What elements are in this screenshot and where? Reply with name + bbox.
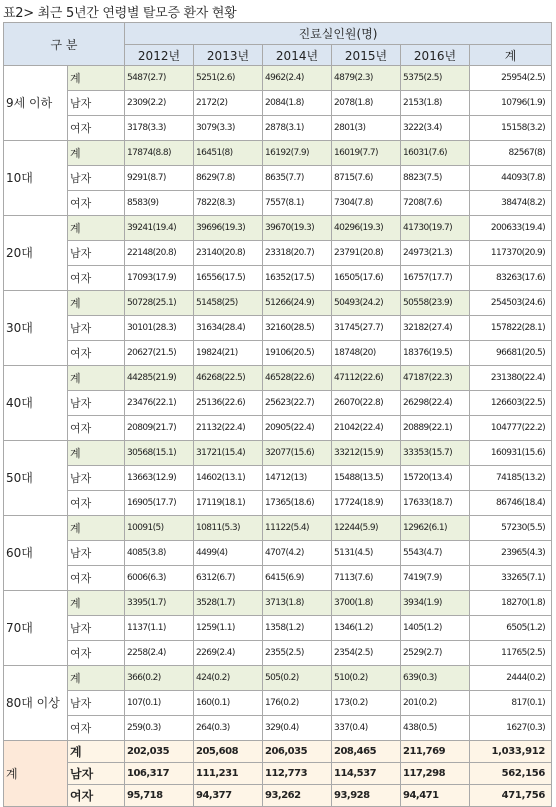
total-cell: 57230(5.5) [470,516,552,541]
age-group-label: 30대 [4,291,68,366]
data-cell: 3528(1.7) [194,591,263,616]
data-cell: 51266(24.9) [263,291,332,316]
age-group-label: 9세 이하 [4,66,68,141]
data-cell: 2258(2.4) [125,641,194,666]
total-cell: 96681(20.5) [470,341,552,366]
data-cell: 117,298 [401,763,470,785]
row-label: 계 [68,366,125,391]
row-label: 남자 [68,241,125,266]
table-row [4,66,552,91]
total-cell: 6505(1.2) [470,616,552,641]
data-cell: 1137(1.1) [125,616,194,641]
data-cell: 7557(8.1) [263,191,332,216]
data-cell: 19824(21) [194,341,263,366]
total-cell: 25954(2.5) [470,66,552,91]
data-cell: 16905(17.7) [125,491,194,516]
data-cell: 114,537 [332,763,401,785]
data-cell: 32182(27.4) [401,316,470,341]
data-cell: 14712(13) [263,466,332,491]
data-cell: 9291(8.7) [125,166,194,191]
data-cell: 50493(24.2) [332,291,401,316]
table-row [4,316,552,341]
data-cell: 3079(3.3) [194,116,263,141]
data-cell: 15488(13.5) [332,466,401,491]
data-cell: 4085(3.8) [125,541,194,566]
data-cell: 16031(7.6) [401,141,470,166]
row-label: 남자 [68,316,125,341]
table-body [4,66,552,807]
table-row [4,566,552,591]
data-cell: 25623(22.7) [263,391,332,416]
row-label: 계 [68,441,125,466]
data-cell: 30101(28.3) [125,316,194,341]
data-cell: 1346(1.2) [332,616,401,641]
data-cell: 18748(20) [332,341,401,366]
total-cell: 160931(15.6) [470,441,552,466]
data-cell: 17119(18.1) [194,491,263,516]
data-cell: 30568(15.1) [125,441,194,466]
table-row [4,691,552,716]
row-label: 남자 [68,466,125,491]
data-cell: 5375(2.5) [401,66,470,91]
total-cell: 2444(0.2) [470,666,552,691]
data-cell: 337(0.4) [332,716,401,741]
data-cell: 31745(27.7) [332,316,401,341]
header-year: 2014년 [263,45,332,66]
total-cell: 33265(7.1) [470,566,552,591]
data-cell: 202,035 [125,741,194,763]
data-cell: 4707(4.2) [263,541,332,566]
row-label: 여자 [68,566,125,591]
data-cell: 510(0.2) [332,666,401,691]
data-cell: 5251(2.6) [194,66,263,91]
row-label: 계 [68,666,125,691]
table-row [4,616,552,641]
table-row [4,241,552,266]
row-label: 남자 [68,391,125,416]
data-cell: 7822(8.3) [194,191,263,216]
row-label: 계 [68,291,125,316]
data-cell: 505(0.2) [263,666,332,691]
table-row [4,441,552,466]
data-cell: 47187(22.3) [401,366,470,391]
data-cell: 3395(1.7) [125,591,194,616]
row-label: 여자 [68,785,125,807]
row-label: 남자 [68,691,125,716]
data-cell: 3700(1.8) [332,591,401,616]
data-cell: 44285(21.9) [125,366,194,391]
data-cell: 46268(22.5) [194,366,263,391]
data-cell: 24973(21.3) [401,241,470,266]
age-group-label: 20대 [4,216,68,291]
data-cell: 16451(8) [194,141,263,166]
data-cell: 3222(3.4) [401,116,470,141]
data-cell: 31721(15.4) [194,441,263,466]
row-label: 남자 [68,541,125,566]
summary-row [4,741,552,763]
data-cell: 50728(25.1) [125,291,194,316]
data-cell: 8715(7.6) [332,166,401,191]
total-cell: 83263(17.6) [470,266,552,291]
total-cell: 86746(18.4) [470,491,552,516]
table-row [4,191,552,216]
data-cell: 4499(4) [194,541,263,566]
data-cell: 7304(7.8) [332,191,401,216]
data-cell: 2078(1.8) [332,91,401,116]
data-cell: 94,471 [401,785,470,807]
row-label: 남자 [68,166,125,191]
row-label: 계 [68,741,125,763]
total-cell: 817(0.1) [470,691,552,716]
data-cell: 23318(20.7) [263,241,332,266]
table-title: 표2> 최근 5년간 연령별 탈모증 환자 현황 [3,6,237,21]
data-cell: 17633(18.7) [401,491,470,516]
total-cell: 126603(22.5) [470,391,552,416]
table-row [4,466,552,491]
data-cell: 17724(18.9) [332,491,401,516]
data-cell: 4879(2.3) [332,66,401,91]
data-cell: 6415(6.9) [263,566,332,591]
data-cell: 17365(18.6) [263,491,332,516]
data-cell: 2172(2) [194,91,263,116]
row-label: 남자 [68,616,125,641]
row-label: 여자 [68,341,125,366]
table-row [4,91,552,116]
data-cell: 23791(20.8) [332,241,401,266]
data-cell: 3934(1.9) [401,591,470,616]
data-cell: 16192(7.9) [263,141,332,166]
data-cell: 39670(19.3) [263,216,332,241]
data-cell: 21132(22.4) [194,416,263,441]
summary-row [4,785,552,807]
data-cell: 39696(19.3) [194,216,263,241]
data-cell: 205,608 [194,741,263,763]
table-row [4,341,552,366]
data-cell: 15720(13.4) [401,466,470,491]
total-cell: 44093(7.8) [470,166,552,191]
table-row [4,116,552,141]
data-cell: 1259(1.1) [194,616,263,641]
data-cell: 6006(6.3) [125,566,194,591]
data-cell: 93,262 [263,785,332,807]
data-cell: 176(0.2) [263,691,332,716]
data-cell: 201(0.2) [401,691,470,716]
total-cell: 471,756 [470,785,552,807]
summary-row [4,763,552,785]
data-cell: 16757(17.7) [401,266,470,291]
total-cell: 562,156 [470,763,552,785]
data-cell: 2084(1.8) [263,91,332,116]
row-label: 계 [68,591,125,616]
data-cell: 25136(22.6) [194,391,263,416]
data-cell: 47112(22.6) [332,366,401,391]
total-cell: 15158(3.2) [470,116,552,141]
table-row [4,216,552,241]
data-cell: 32160(28.5) [263,316,332,341]
row-label: 남자 [68,763,125,785]
table-row [4,291,552,316]
data-cell: 17093(17.9) [125,266,194,291]
data-cell: 2878(3.1) [263,116,332,141]
data-cell: 208,465 [332,741,401,763]
header-group-label: 구 분 [4,23,125,66]
total-cell: 1,033,912 [470,741,552,763]
data-cell: 111,231 [194,763,263,785]
data-cell: 50558(23.9) [401,291,470,316]
data-cell: 2269(2.4) [194,641,263,666]
data-cell: 11122(5.4) [263,516,332,541]
total-cell: 254503(24.6) [470,291,552,316]
data-cell: 5131(4.5) [332,541,401,566]
data-cell: 21042(22.4) [332,416,401,441]
table-row [4,591,552,616]
row-label: 여자 [68,116,125,141]
hair-loss-table [3,22,552,807]
data-cell: 39241(19.4) [125,216,194,241]
table-row [4,516,552,541]
data-cell: 93,928 [332,785,401,807]
data-cell: 31634(28.4) [194,316,263,341]
data-cell: 2309(2.2) [125,91,194,116]
data-cell: 46528(22.6) [263,366,332,391]
row-label: 여자 [68,716,125,741]
data-cell: 33212(15.9) [332,441,401,466]
data-cell: 4962(2.4) [263,66,332,91]
table-row [4,716,552,741]
data-cell: 16352(17.5) [263,266,332,291]
data-cell: 206,035 [263,741,332,763]
total-cell: 231380(22.4) [470,366,552,391]
total-cell: 38474(8.2) [470,191,552,216]
data-cell: 3713(1.8) [263,591,332,616]
data-cell: 7208(7.6) [401,191,470,216]
data-cell: 23476(22.1) [125,391,194,416]
total-cell: 82567(8) [470,141,552,166]
data-cell: 33353(15.7) [401,441,470,466]
age-group-label: 50대 [4,441,68,516]
data-cell: 19106(20.5) [263,341,332,366]
summary-group-label: 계 [4,741,68,807]
header-span-label: 진료실인원(명) [125,23,552,45]
table-row [4,141,552,166]
data-cell: 40296(19.3) [332,216,401,241]
data-cell: 1358(1.2) [263,616,332,641]
row-label: 남자 [68,91,125,116]
data-cell: 160(0.1) [194,691,263,716]
total-cell: 18270(1.8) [470,591,552,616]
data-cell: 20809(21.7) [125,416,194,441]
data-cell: 20889(22.1) [401,416,470,441]
data-cell: 8635(7.7) [263,166,332,191]
data-cell: 173(0.2) [332,691,401,716]
data-cell: 32077(15.6) [263,441,332,466]
total-cell: 23965(4.3) [470,541,552,566]
data-cell: 1405(1.2) [401,616,470,641]
age-group-label: 10대 [4,141,68,216]
data-cell: 95,718 [125,785,194,807]
data-cell: 438(0.5) [401,716,470,741]
age-group-label: 70대 [4,591,68,666]
data-cell: 13663(12.9) [125,466,194,491]
data-cell: 94,377 [194,785,263,807]
data-cell: 2801(3) [332,116,401,141]
row-label: 여자 [68,416,125,441]
total-cell: 10796(1.9) [470,91,552,116]
table-row [4,491,552,516]
table-row [4,416,552,441]
data-cell: 23140(20.8) [194,241,263,266]
data-cell: 366(0.2) [125,666,194,691]
age-group-label: 60대 [4,516,68,591]
age-group-label: 40대 [4,366,68,441]
total-cell: 74185(13.2) [470,466,552,491]
data-cell: 211,769 [401,741,470,763]
age-group-label: 80대 이상 [4,666,68,741]
data-cell: 17874(8.8) [125,141,194,166]
data-cell: 12962(6.1) [401,516,470,541]
data-cell: 3178(3.3) [125,116,194,141]
data-cell: 6312(6.7) [194,566,263,591]
data-cell: 10811(5.3) [194,516,263,541]
table-row [4,266,552,291]
table-row [4,366,552,391]
total-cell: 11765(2.5) [470,641,552,666]
data-cell: 12244(5.9) [332,516,401,541]
data-cell: 329(0.4) [263,716,332,741]
row-label: 계 [68,516,125,541]
data-cell: 16019(7.7) [332,141,401,166]
data-cell: 7419(7.9) [401,566,470,591]
header-total: 계 [470,45,552,66]
total-cell: 117370(20.9) [470,241,552,266]
data-cell: 41730(19.7) [401,216,470,241]
data-cell: 26070(22.8) [332,391,401,416]
total-cell: 200633(19.4) [470,216,552,241]
data-cell: 2529(2.7) [401,641,470,666]
total-cell: 1627(0.3) [470,716,552,741]
data-cell: 424(0.2) [194,666,263,691]
row-label: 계 [68,141,125,166]
row-label: 여자 [68,191,125,216]
table-row [4,541,552,566]
data-cell: 16556(17.5) [194,266,263,291]
data-cell: 8629(7.8) [194,166,263,191]
data-cell: 2153(1.8) [401,91,470,116]
table-row [4,166,552,191]
data-cell: 639(0.3) [401,666,470,691]
table-row [4,391,552,416]
table-row [4,641,552,666]
data-cell: 10091(5) [125,516,194,541]
data-cell: 5487(2.7) [125,66,194,91]
data-cell: 22148(20.8) [125,241,194,266]
row-label: 계 [68,66,125,91]
data-cell: 106,317 [125,763,194,785]
data-cell: 5543(4.7) [401,541,470,566]
data-cell: 26298(22.4) [401,391,470,416]
row-label: 여자 [68,266,125,291]
data-cell: 264(0.3) [194,716,263,741]
data-cell: 20627(21.5) [125,341,194,366]
data-cell: 16505(17.6) [332,266,401,291]
data-cell: 107(0.1) [125,691,194,716]
row-label: 계 [68,216,125,241]
data-cell: 2354(2.5) [332,641,401,666]
header-year: 2013년 [194,45,263,66]
header-year: 2012년 [125,45,194,66]
row-label: 여자 [68,491,125,516]
total-cell: 157822(28.1) [470,316,552,341]
row-label: 여자 [68,641,125,666]
data-cell: 2355(2.5) [263,641,332,666]
data-cell: 8823(7.5) [401,166,470,191]
data-cell: 112,773 [263,763,332,785]
data-cell: 7113(7.6) [332,566,401,591]
header-year: 2016년 [401,45,470,66]
data-cell: 259(0.3) [125,716,194,741]
data-cell: 8583(9) [125,191,194,216]
data-cell: 18376(19.5) [401,341,470,366]
data-cell: 20905(22.4) [263,416,332,441]
table-row [4,666,552,691]
total-cell: 104777(22.2) [470,416,552,441]
data-cell: 14602(13.1) [194,466,263,491]
data-cell: 51458(25) [194,291,263,316]
header-year: 2015년 [332,45,401,66]
